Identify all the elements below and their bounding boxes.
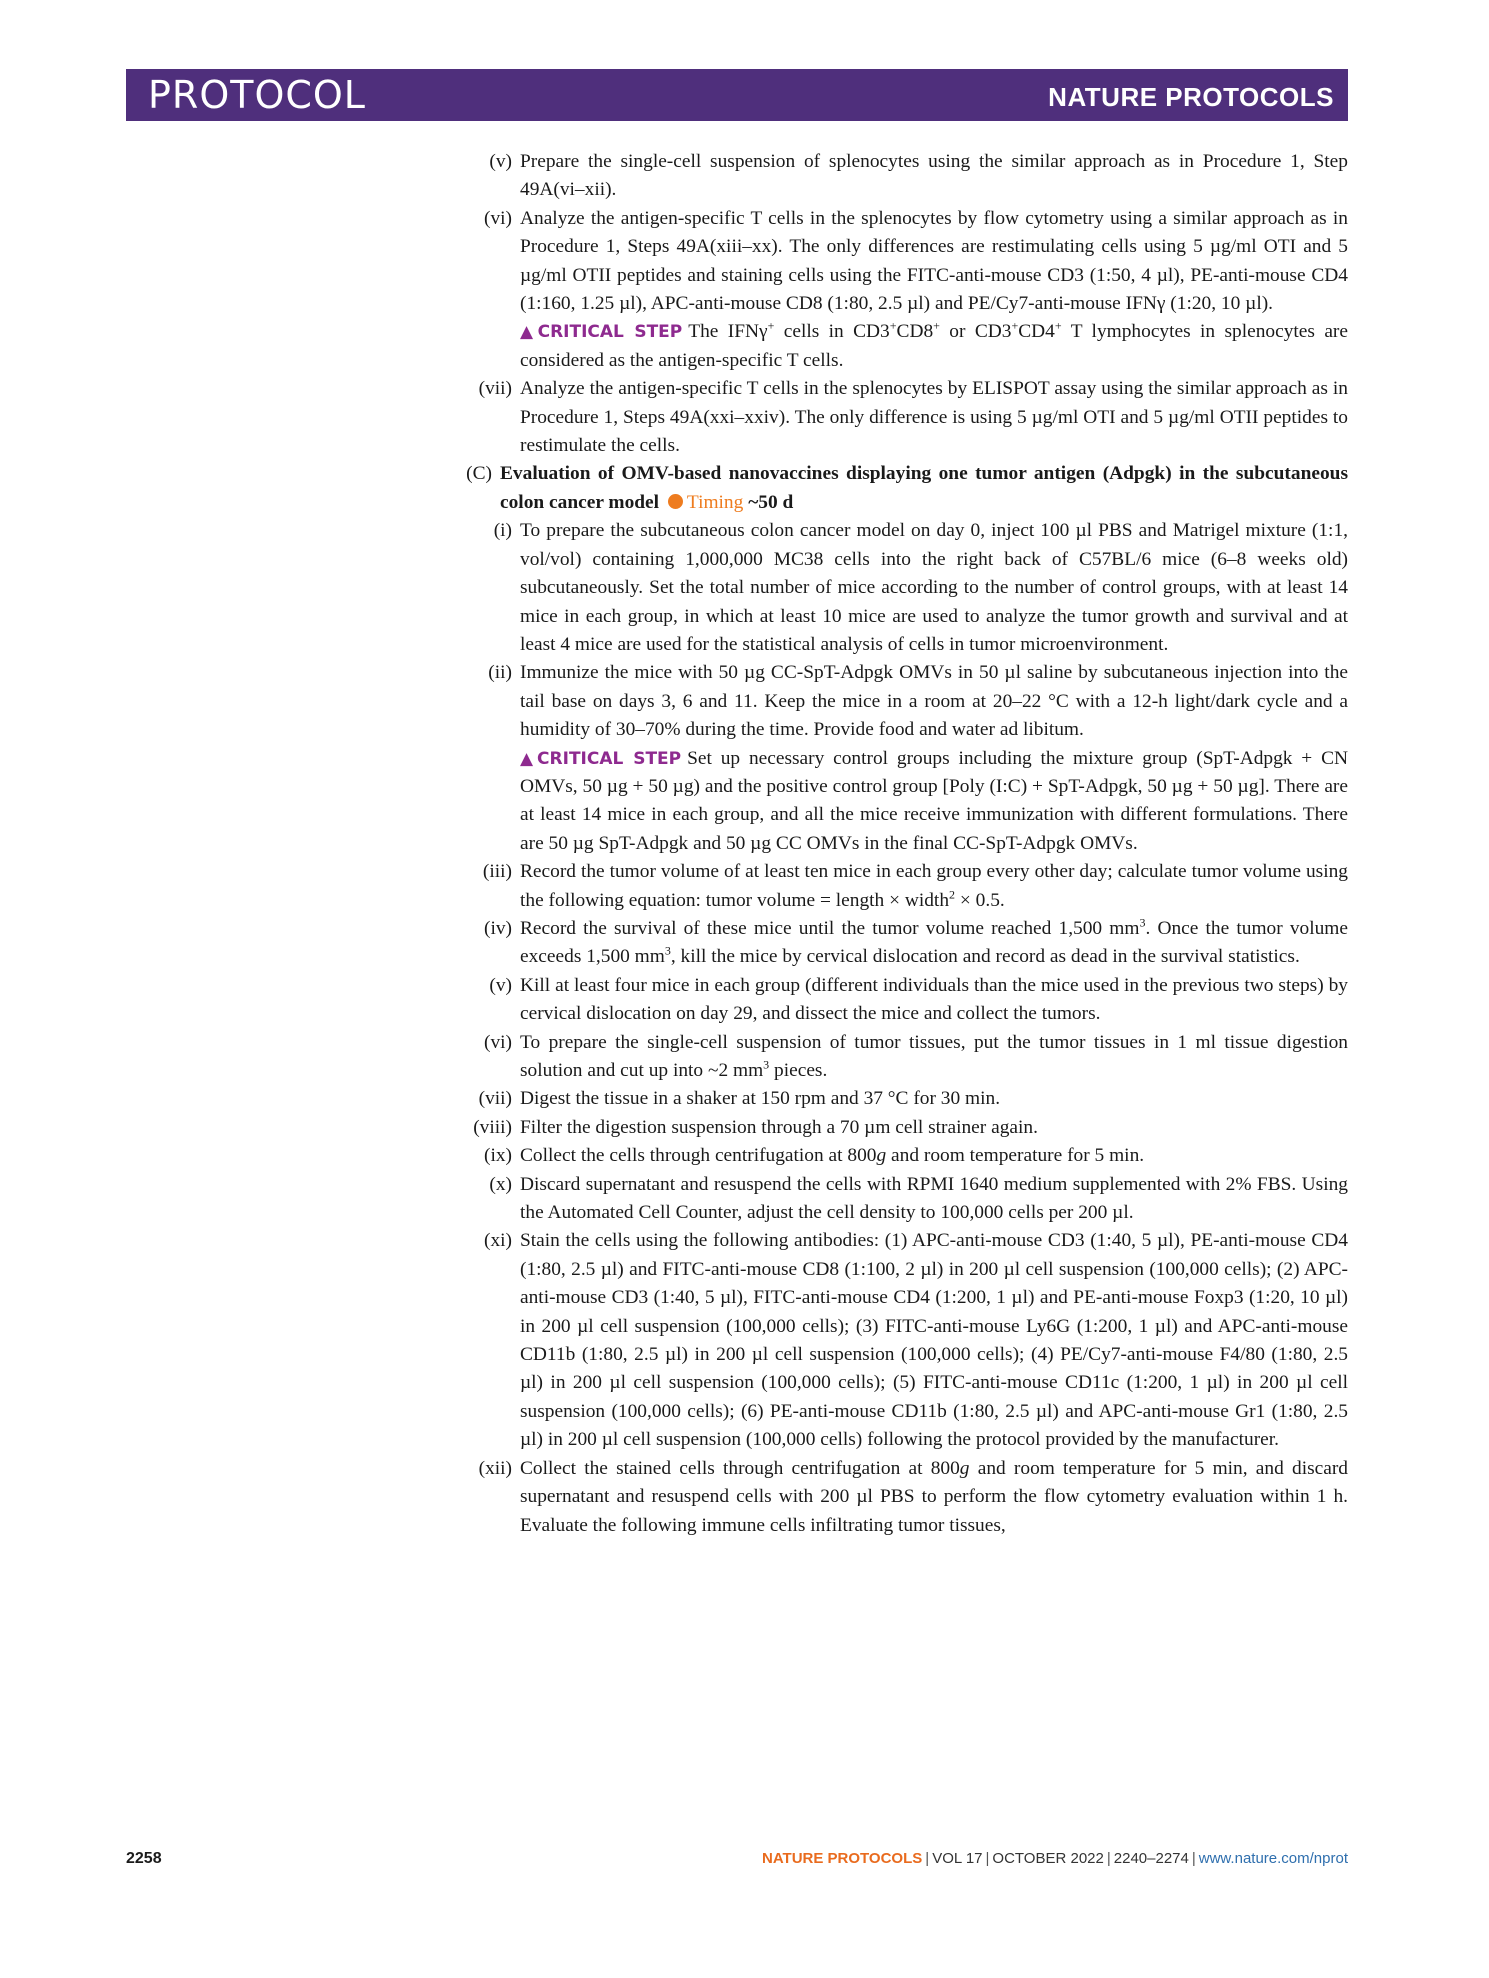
step-c-xi bbox=[448, 1227, 1348, 1454]
critical-step-note bbox=[448, 745, 1348, 859]
step-c-v bbox=[448, 972, 1348, 1029]
step-b-vii bbox=[448, 375, 1348, 460]
crit-text: T lymphocytes in splenocytes are considered as the antigen-specific T cells. bbox=[520, 321, 1348, 371]
step-number: (iv) bbox=[484, 917, 512, 939]
step-text: Discard supernatant and resuspend the cells with RPMI 1640 medium supplemented with 2% FBS. Using the Automated Cell Counter, adjust the cell density to 100,000 cells per 200 µl. bbox=[520, 1173, 1348, 1224]
step-text: × 0.5. bbox=[955, 889, 1005, 911]
step-c-i bbox=[448, 517, 1348, 659]
step-text: and room temperature for 5 min, and discard supernatant and resuspend cells with 200 µl PBS to perform the flow cytometry evaluation within 1 h. Evaluate the following immune cells infiltrating tumor tissues, bbox=[520, 1457, 1349, 1536]
step-text: . Once the tumor volume exceeds 1,500 mm bbox=[520, 917, 1348, 968]
step-number: (i) bbox=[493, 520, 512, 542]
step-number: (xii) bbox=[478, 1457, 512, 1479]
step-text: Record the survival of these mice until the tumor volume reached 1,500 mm bbox=[520, 917, 1140, 939]
step-text: Digest the tissue in a shaker at 150 rpm and 37 °C for 30 min. bbox=[520, 1088, 1001, 1110]
g-force-unit: g bbox=[959, 1457, 970, 1479]
step-b-v bbox=[448, 148, 1348, 205]
footer-citation bbox=[762, 1850, 1348, 1867]
superscript: + bbox=[889, 318, 897, 333]
footer-separator: | bbox=[985, 1850, 990, 1867]
critical-step-label: ▲CRITICAL STEP bbox=[520, 748, 682, 769]
step-text: pieces. bbox=[769, 1060, 828, 1081]
section-type-label: PROTOCOL bbox=[148, 73, 366, 117]
step-text: Record the tumor volume of at least ten mice in each group every other day; calculate tumor volume using the following equation: tumor volume = length × width bbox=[520, 861, 1348, 911]
step-c-iv bbox=[448, 915, 1348, 972]
crit-text: or CD3 bbox=[939, 321, 1012, 343]
step-number: (xi) bbox=[484, 1230, 512, 1252]
footer-journal: NATURE PROTOCOLS bbox=[761, 1850, 923, 1867]
timing-value: ~50 d bbox=[748, 491, 794, 513]
step-c-vi bbox=[448, 1029, 1348, 1086]
step-number: (vii) bbox=[478, 1088, 512, 1110]
crit-text: cells in CD3 bbox=[774, 321, 890, 343]
step-text: , kill the mice by cervical dislocation and record as dead in the survival statistics. bbox=[670, 946, 1300, 968]
timing-label: Timing bbox=[686, 491, 744, 513]
superscript: + bbox=[1011, 318, 1019, 333]
step-text: Filter the digestion suspension through a 70 µm cell strainer again. bbox=[520, 1116, 1038, 1138]
section-title: Evaluation of OMV-based nanovaccines displaying one tumor antigen (Adpgk) in the subcutaneous colon cancer model bbox=[500, 463, 1348, 513]
crit-text: CD4 bbox=[1018, 321, 1055, 343]
step-b-vi bbox=[448, 205, 1348, 319]
step-number: (x) bbox=[489, 1173, 512, 1195]
step-number: (vii) bbox=[478, 378, 512, 400]
superscript: + bbox=[1054, 318, 1062, 333]
step-text: Immunize the mice with 50 µg CC-SpT-Adpgk OMVs in 50 µl saline by subcutaneous injection into the tail base on days 3, 6 and 11. Keep the mice in a room at 20–22 °C with a 12-h light/dark cycle and a humidity of 30–70% during the time. Provide food and water ad libitum. bbox=[520, 662, 1348, 741]
footer-pages: 2240–2274 bbox=[1113, 1850, 1189, 1867]
step-text: Prepare the single-cell suspension of splenocytes using the similar approach as in Procedure 1, Step 49A(vi–xii). bbox=[520, 151, 1348, 201]
crit-text: Set up necessary control groups including the mixture group (SpT-Adpgk + CN OMVs, 50 µg + 50 µg) and the positive control group [Poly (I:C) + SpT-Adpgk, 50 µg + 50 µg]. There are at least 14 mice in each group, and all the mice receive immunization with different formulations. There are 50 µg SpT-Adpgk and 50 µg CC OMVs in the final CC-SpT-Adpgk OMVs. bbox=[520, 747, 1349, 854]
step-text: Stain the cells using the following antibodies: (1) APC-anti-mouse CD3 (1:40, 5 µl), PE-anti-mouse CD4 (1:80, 2.5 µl) and FITC-anti-mouse CD8 (1:100, 2 µl) in 200 µl cell suspension (100,000 cells); (2) APC-anti-mouse CD3 (1:40, 5 µl), FITC-anti-mouse CD4 (1:200, 1 µl) and PE-anti-mouse Foxp3 (1:20, 10 µl) in 200 µl cell suspension (100,000 cells); (3) FITC-anti-mouse Ly6G (1:200, 1 µl) and APC-anti-mouse CD11b (1:80, 2.5 µl) in 200 µl cell suspension (100,000 cells); (4) PE/Cy7-anti-mouse F4/80 (1:80, 2.5 µl) in 200 µl cell suspension (100,000 cells); (5) FITC-anti-mouse CD11c (1:200, 1 µl) in 200 µl cell suspension (100,000 cells); (6) PE-anti-mouse CD11b (1:80, 2.5 µl) and APC-anti-mouse Gr1 (1:80, 2.5 µl) in 200 µl cell suspension (100,000 cells) following the protocol provided by the manufacturer. bbox=[520, 1230, 1348, 1451]
step-c-ii bbox=[448, 659, 1348, 744]
step-text: To prepare the single-cell suspension of tumor tissues, put the tumor tissues in 1 ml tissue digestion solution and cut up into ~2 mm bbox=[520, 1031, 1348, 1081]
step-number: (viii) bbox=[473, 1116, 512, 1138]
timing-icon bbox=[668, 494, 683, 509]
section-c-heading bbox=[408, 460, 1348, 517]
g-force-unit: g bbox=[876, 1145, 887, 1167]
step-c-ix bbox=[448, 1142, 1348, 1170]
step-number: (ix) bbox=[484, 1145, 512, 1167]
step-c-xii bbox=[448, 1455, 1348, 1540]
footer-volume: VOL 17 bbox=[932, 1850, 983, 1867]
crit-text: CD8 bbox=[896, 321, 934, 343]
superscript: + bbox=[933, 318, 940, 333]
superscript: 2 bbox=[949, 887, 956, 902]
step-text: To prepare the subcutaneous colon cancer model on day 0, inject 100 µl PBS and Matrigel mixture (1:1, vol/vol) containing 1,000,000 MC38 cells into the right back of C57BL/6 mice (6–8 weeks old) subcutaneously. Set the total number of mice according to the number of control groups, with at least 14 mice in each group, in which at least 10 mice are used to analyze the tumor growth and survival and at least 4 mice are used for the statistical analysis of cells in tumor microenvironment. bbox=[520, 520, 1348, 655]
step-c-x bbox=[448, 1171, 1348, 1228]
step-c-vii bbox=[448, 1085, 1348, 1113]
step-text: Analyze the antigen-specific T cells in the splenocytes by ELISPOT assay using the similar approach as in Procedure 1, Steps 49A(xxi–xxiv). The only difference is using 5 µg/ml OTI and 5 µg/ml OTII peptides to restimulate the cells. bbox=[520, 378, 1348, 457]
critical-step-note bbox=[448, 318, 1348, 375]
footer-issue: OCTOBER 2022 bbox=[992, 1850, 1104, 1867]
step-number: (v) bbox=[489, 151, 512, 172]
footer-separator: | bbox=[1191, 1850, 1196, 1867]
step-number: (vi) bbox=[484, 1031, 512, 1053]
footer-separator: | bbox=[1106, 1850, 1111, 1867]
header-banner bbox=[126, 69, 1348, 121]
footer-url[interactable]: www.nature.com/nprot bbox=[1198, 1850, 1348, 1867]
step-text: Collect the stained cells through centrifugation at 800 bbox=[520, 1457, 960, 1479]
superscript: 3 bbox=[1139, 915, 1146, 930]
step-text: and room temperature for 5 min. bbox=[886, 1145, 1145, 1167]
step-number: (ii) bbox=[488, 662, 512, 684]
step-number: (v) bbox=[489, 974, 512, 996]
step-number: (vi) bbox=[484, 207, 512, 229]
step-text: Kill at least four mice in each group (different individuals than the mice used in the previous two steps) by cervical dislocation on day 29, and dissect the mice and collect the tumors. bbox=[520, 974, 1348, 1025]
superscript: 3 bbox=[664, 943, 671, 958]
step-number: (iii) bbox=[482, 861, 512, 883]
journal-name: NATURE PROTOCOLS bbox=[1048, 82, 1334, 112]
page-number: 2258 bbox=[126, 1850, 162, 1867]
footer-separator: | bbox=[925, 1850, 930, 1867]
step-c-viii bbox=[448, 1114, 1348, 1142]
step-text: Analyze the antigen-specific T cells in the splenocytes by flow cytometry using a similar approach as in Procedure 1, Steps 49A(xiii–xx). The only differences are restimulating cells using 5 µg/ml OTI and 5 µg/ml OTII peptides and staining cells using the FITC-anti-mouse CD3 (1:50, 4 µl), PE-anti-mouse CD4 (1:160, 1.25 µl), APC-anti-mouse CD8 (1:80, 2.5 µl) and PE/Cy7-anti-mouse IFNγ (1:20, 10 µl). bbox=[520, 207, 1348, 315]
step-text: Collect the cells through centrifugation at 800 bbox=[520, 1145, 877, 1167]
step-c-iii bbox=[448, 858, 1348, 915]
crit-text: The IFNγ bbox=[688, 321, 768, 343]
critical-step-label: ▲CRITICAL STEP bbox=[520, 322, 683, 343]
section-number: (C) bbox=[466, 463, 492, 485]
superscript: + bbox=[767, 318, 775, 333]
main-text bbox=[448, 148, 1348, 1540]
superscript: 3 bbox=[763, 1057, 770, 1072]
